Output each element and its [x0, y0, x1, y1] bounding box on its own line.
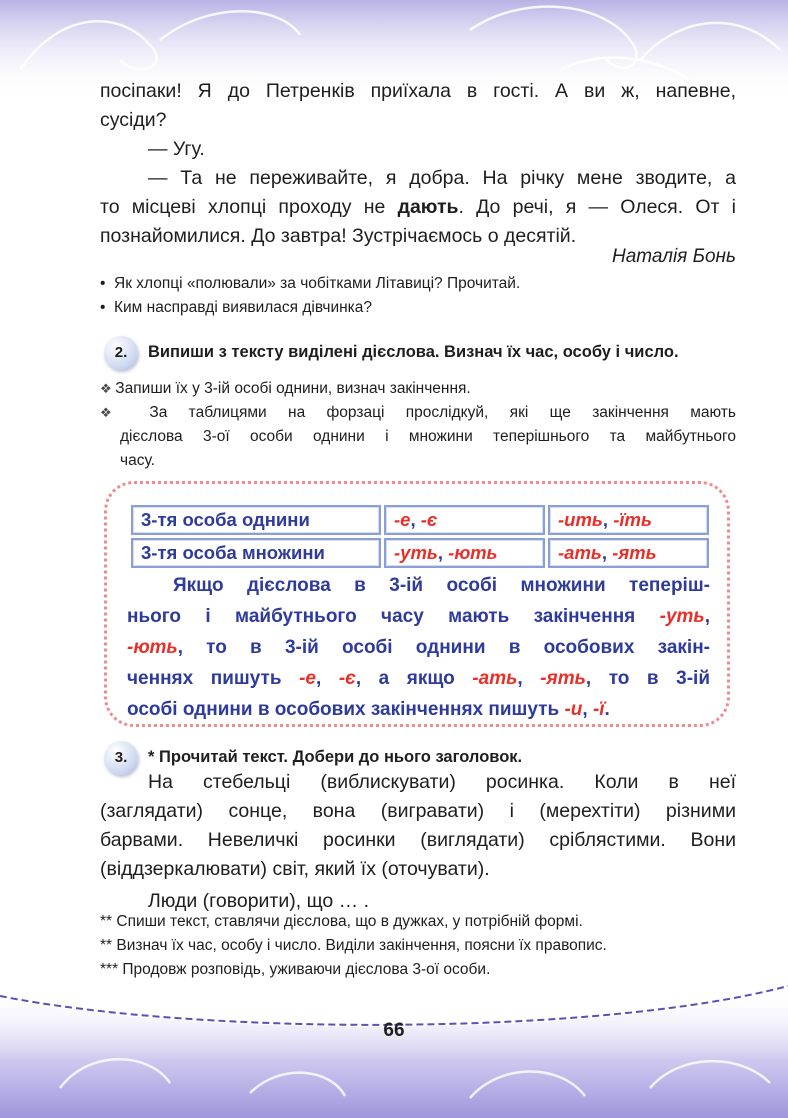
subtask-item	[100, 401, 736, 425]
page-number: 66	[383, 1020, 405, 1041]
bullet-dot-icon: •	[100, 299, 106, 316]
table-cell-endings	[548, 505, 709, 535]
table-cell-label: 3-тя особа множини	[131, 538, 381, 568]
rule-run: , то в 3-ій	[585, 668, 711, 689]
instruction-item: ** Визнач їх час, особу і число. Виділи закінчення, поясни їх правопис.	[100, 937, 607, 954]
rule-line	[127, 601, 710, 632]
rule-run: ченнях пишуть	[127, 668, 300, 689]
instruction-item: *** Продовж розповідь, уживаючи дієслова 3-ої особи.	[100, 961, 491, 978]
subtask-continuation: дієслова 3-ої особи однини і множини теперішнього та майбутнього	[120, 428, 736, 445]
story-line	[100, 193, 736, 222]
rule-run: ,	[315, 668, 339, 689]
subtask-text: За таблицями на форзаці прослідкуй, які ще закінчення мають	[149, 404, 736, 421]
story-text-run: то місцеві хлопці проходу не	[100, 196, 398, 218]
task-title: * Прочитай текст. Добери до нього заголовок.	[148, 748, 523, 766]
story-text	[100, 77, 736, 251]
task-subitems	[100, 377, 736, 473]
exercise-line: (віддзеркалювати) світ, який їх (оточувати).	[100, 858, 490, 880]
ending-red: -ить	[558, 509, 603, 530]
question-text: Ким насправді виявилася дівчинка?	[114, 299, 373, 316]
rule-run: особі однини в особових закінченнях пишуть	[127, 699, 565, 720]
story-line: — Угу.	[148, 138, 205, 160]
exercise-instructions	[100, 910, 607, 982]
bottom-ornament	[0, 978, 788, 1118]
table-row	[131, 538, 709, 568]
rule-run: ,	[582, 699, 593, 720]
story-line: сусіди?	[100, 109, 167, 131]
story-line: посіпаки! Я до Петренків приїхала в гості. А ви ж, напевне,	[100, 80, 736, 102]
table-cell-endings	[548, 538, 709, 568]
subtask-text: Запиши їх у 3-ій особі однини, визнач закінчення.	[115, 380, 471, 397]
story-text-run: . До речі, я — Олеся. От і	[458, 196, 736, 218]
rule-run: ,	[704, 606, 710, 627]
separator: ,	[601, 542, 613, 563]
ending-red: -ать	[472, 668, 518, 689]
author-name: Наталія Бонь	[611, 246, 736, 267]
rule-run: , то в 3-ій особі однини в особових закін-	[177, 637, 710, 658]
exercise-line: Люди (говорити), що … .	[148, 890, 370, 912]
rule-line	[127, 632, 710, 663]
bullet-dot-icon: •	[100, 275, 106, 292]
rule-line	[127, 663, 710, 694]
table-cell-endings	[384, 505, 545, 535]
ending-red: -ять	[612, 542, 657, 563]
separator: ,	[437, 542, 449, 563]
exercise-line: барвами. Невеличкі росинки (виглядати) сріблястими. Вони	[100, 829, 736, 851]
highlighted-verb: дають	[397, 196, 459, 218]
ending-red: -є	[420, 509, 438, 530]
ending-red: -ють	[448, 542, 498, 563]
ending-red: -е	[394, 509, 411, 530]
rule-run: , а якщо	[355, 668, 473, 689]
ending-red: -е	[299, 668, 316, 689]
ending-red: -уть	[394, 542, 438, 563]
task-number-badge: 3.	[104, 741, 138, 775]
endings-table	[128, 502, 712, 571]
ending-red: -ать	[558, 542, 602, 563]
story-line: — Та не переживайте, я добра. На річку мене зводите, а	[148, 167, 736, 189]
ending-red: -ять	[540, 668, 586, 689]
table-cell-label: 3-тя особа однини	[131, 505, 381, 535]
exercise-text	[100, 768, 736, 916]
exercise-line: На стебельці (виблискувати) росинка. Коли в неї	[148, 771, 736, 793]
ending-red: -и	[564, 699, 583, 720]
table-row	[131, 505, 709, 535]
questions-list	[100, 272, 520, 320]
table-cell-endings	[384, 538, 545, 568]
ending-red: -їть	[613, 509, 652, 530]
rule-line: Якщо дієслова в 3-ій особі множини теперіш-	[173, 575, 710, 596]
rule-run: ,	[517, 668, 541, 689]
subtask-item	[100, 377, 736, 401]
diamond-bullet-icon: ❖	[100, 381, 116, 396]
rule-line	[127, 694, 710, 725]
diamond-bullet-icon: ❖	[100, 405, 150, 420]
question-text: Як хлопці «полювали» за чобітками Літавиці? Прочитай.	[114, 275, 521, 292]
separator: ,	[602, 509, 614, 530]
task-title: Випиши з тексту виділені дієслова. Визнач їх час, особу і число.	[148, 343, 679, 361]
rule-run: .	[604, 699, 610, 720]
rule-text	[127, 570, 710, 725]
instruction-item: ** Спиши текст, ставлячи дієслова, що в дужках, у потрібній формі.	[100, 913, 583, 930]
story-line: познайомилися. До завтра! Зустрічаємось о десятій.	[100, 225, 577, 247]
question-item	[100, 272, 520, 296]
question-item	[100, 296, 520, 320]
ending-red: -є	[338, 668, 356, 689]
ending-red: -уть	[659, 606, 705, 627]
subtask-continuation: часу.	[120, 452, 155, 469]
rule-run: нього і майбутнього часу мають закінчення	[127, 606, 660, 627]
ending-red: -ють	[127, 637, 178, 658]
separator: ,	[410, 509, 421, 530]
task-number-badge: 2.	[104, 336, 138, 370]
ending-red: -ї	[592, 699, 605, 720]
exercise-line: (заглядати) сонце, вона (вигравати) і (мерехтіти) різними	[100, 800, 736, 822]
